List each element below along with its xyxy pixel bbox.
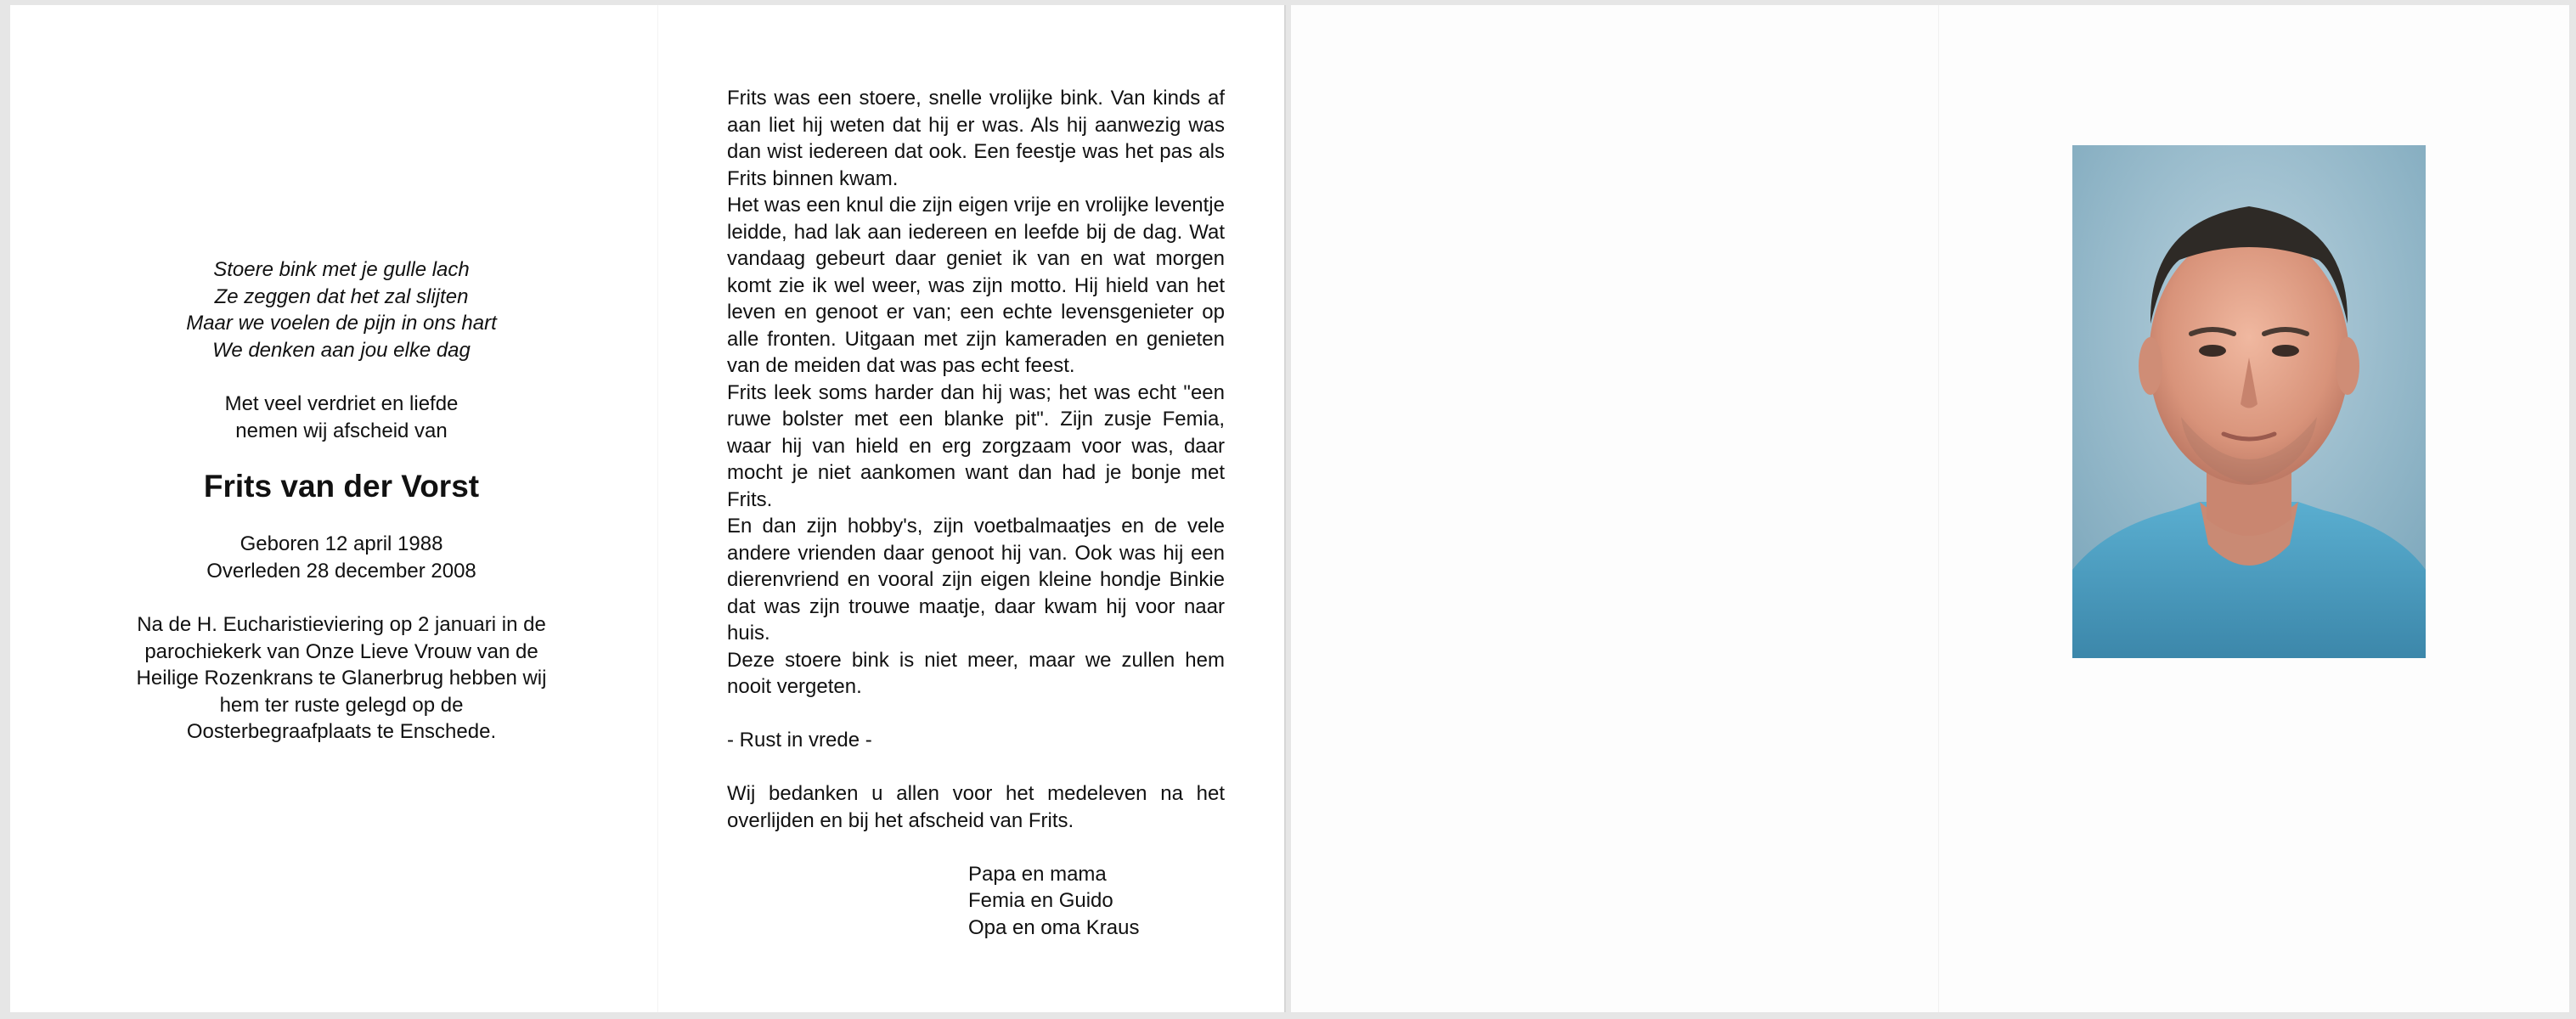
poem xyxy=(87,256,596,363)
right-column xyxy=(727,85,1225,941)
poem-line: Maar we voelen de pijn in ons hart xyxy=(186,312,497,335)
memorial-paragraph: Frits was een stoere, snelle vrolijke bink. Van kinds af aan liet hij weten dat hij er was. Als hij aanwezig was dan wist iedereen dat ook. Een feestje was het pas als Frits binnen kwam. xyxy=(727,87,1225,190)
memorial-paragraph: En dan zijn hobby's, zijn voetbalmaatjes en de vele andere vrienden daar genoot hij van. Ook was hij een dierenvriend en vooral zijn eigen kleine hondje Binkie dat was zijn trouwe maatje, daar kwam hij voor naar huis. xyxy=(727,515,1225,645)
rest-in-peace: - Rust in vrede - xyxy=(727,729,872,752)
ceremony-line: Na de H. Eucharistieviering op 2 januari in de xyxy=(137,613,546,636)
memorial-paragraph: Frits leek soms harder dan hij was; het was echt "een ruwe bolster met een blanke pit". Zijn zusje Femia, waar hij van hield en erg zorgzaam voor was, daar mocht je niet aankomen want dan had je bonje met Frits. xyxy=(727,380,1225,511)
signature-line: Opa en oma Kraus xyxy=(968,915,1140,939)
death-date: Overleden 28 december 2008 xyxy=(206,559,476,583)
ceremony-text xyxy=(87,611,596,746)
poem-line: We denken aan jou elke dag xyxy=(212,338,471,362)
deceased-name: Frits van der Vorst xyxy=(203,469,480,504)
memorial-card-outer xyxy=(1291,5,2569,1012)
poem-line: Stoere bink met je gulle lach xyxy=(213,258,470,281)
memorial-card-inner xyxy=(10,5,1286,1012)
thanks-text: Wij bedanken u allen voor het medeleven na het overlijden en bij het afscheid van Frits. xyxy=(727,782,1225,832)
ceremony-line: Heilige Rozenkrans te Glanerbrug hebben wij xyxy=(136,667,547,690)
farewell-line: Met veel verdriet en liefde xyxy=(224,392,459,415)
farewell-line: nemen wij afscheid van xyxy=(235,419,448,442)
portrait-photo xyxy=(2072,145,2426,658)
birth-date: Geboren 12 april 1988 xyxy=(240,532,443,555)
signature-line: Femia en Guido xyxy=(968,889,1113,912)
memorial-paragraph: Deze stoere bink is niet meer, maar we zullen hem nooit vergeten. xyxy=(727,648,1225,698)
signatures xyxy=(968,861,1225,942)
left-column xyxy=(87,256,596,746)
ceremony-line: Oosterbegraafplaats te Enschede. xyxy=(186,720,497,743)
fold-line xyxy=(657,5,658,1012)
life-dates xyxy=(87,531,596,584)
memorial-paragraph: Het was een knul die zijn eigen vrije en vrolijke leventje leidde, had lak aan iedereen en leefde bij de dag. Wat vandaag gebeurt daar geniet ik van en wat morgen komt zie ik wel weer, was zijn motto. Hij hield van het leven en genoot er van; een echte levensgenieter op alle fronten. Uitgaan met zijn kameraden en genieten van de meiden dat was pas echt feest. xyxy=(727,194,1225,377)
portrait-illustration xyxy=(2072,145,2426,658)
signature-line: Papa en mama xyxy=(968,862,1107,886)
ceremony-line: hem ter ruste gelegd op de xyxy=(219,693,464,717)
fold-line xyxy=(1938,5,1939,1012)
farewell-text xyxy=(87,391,596,444)
poem-line: Ze zeggen dat het zal slijten xyxy=(214,284,469,308)
ceremony-line: parochiekerk van Onze Lieve Vrouw van de xyxy=(144,639,538,663)
